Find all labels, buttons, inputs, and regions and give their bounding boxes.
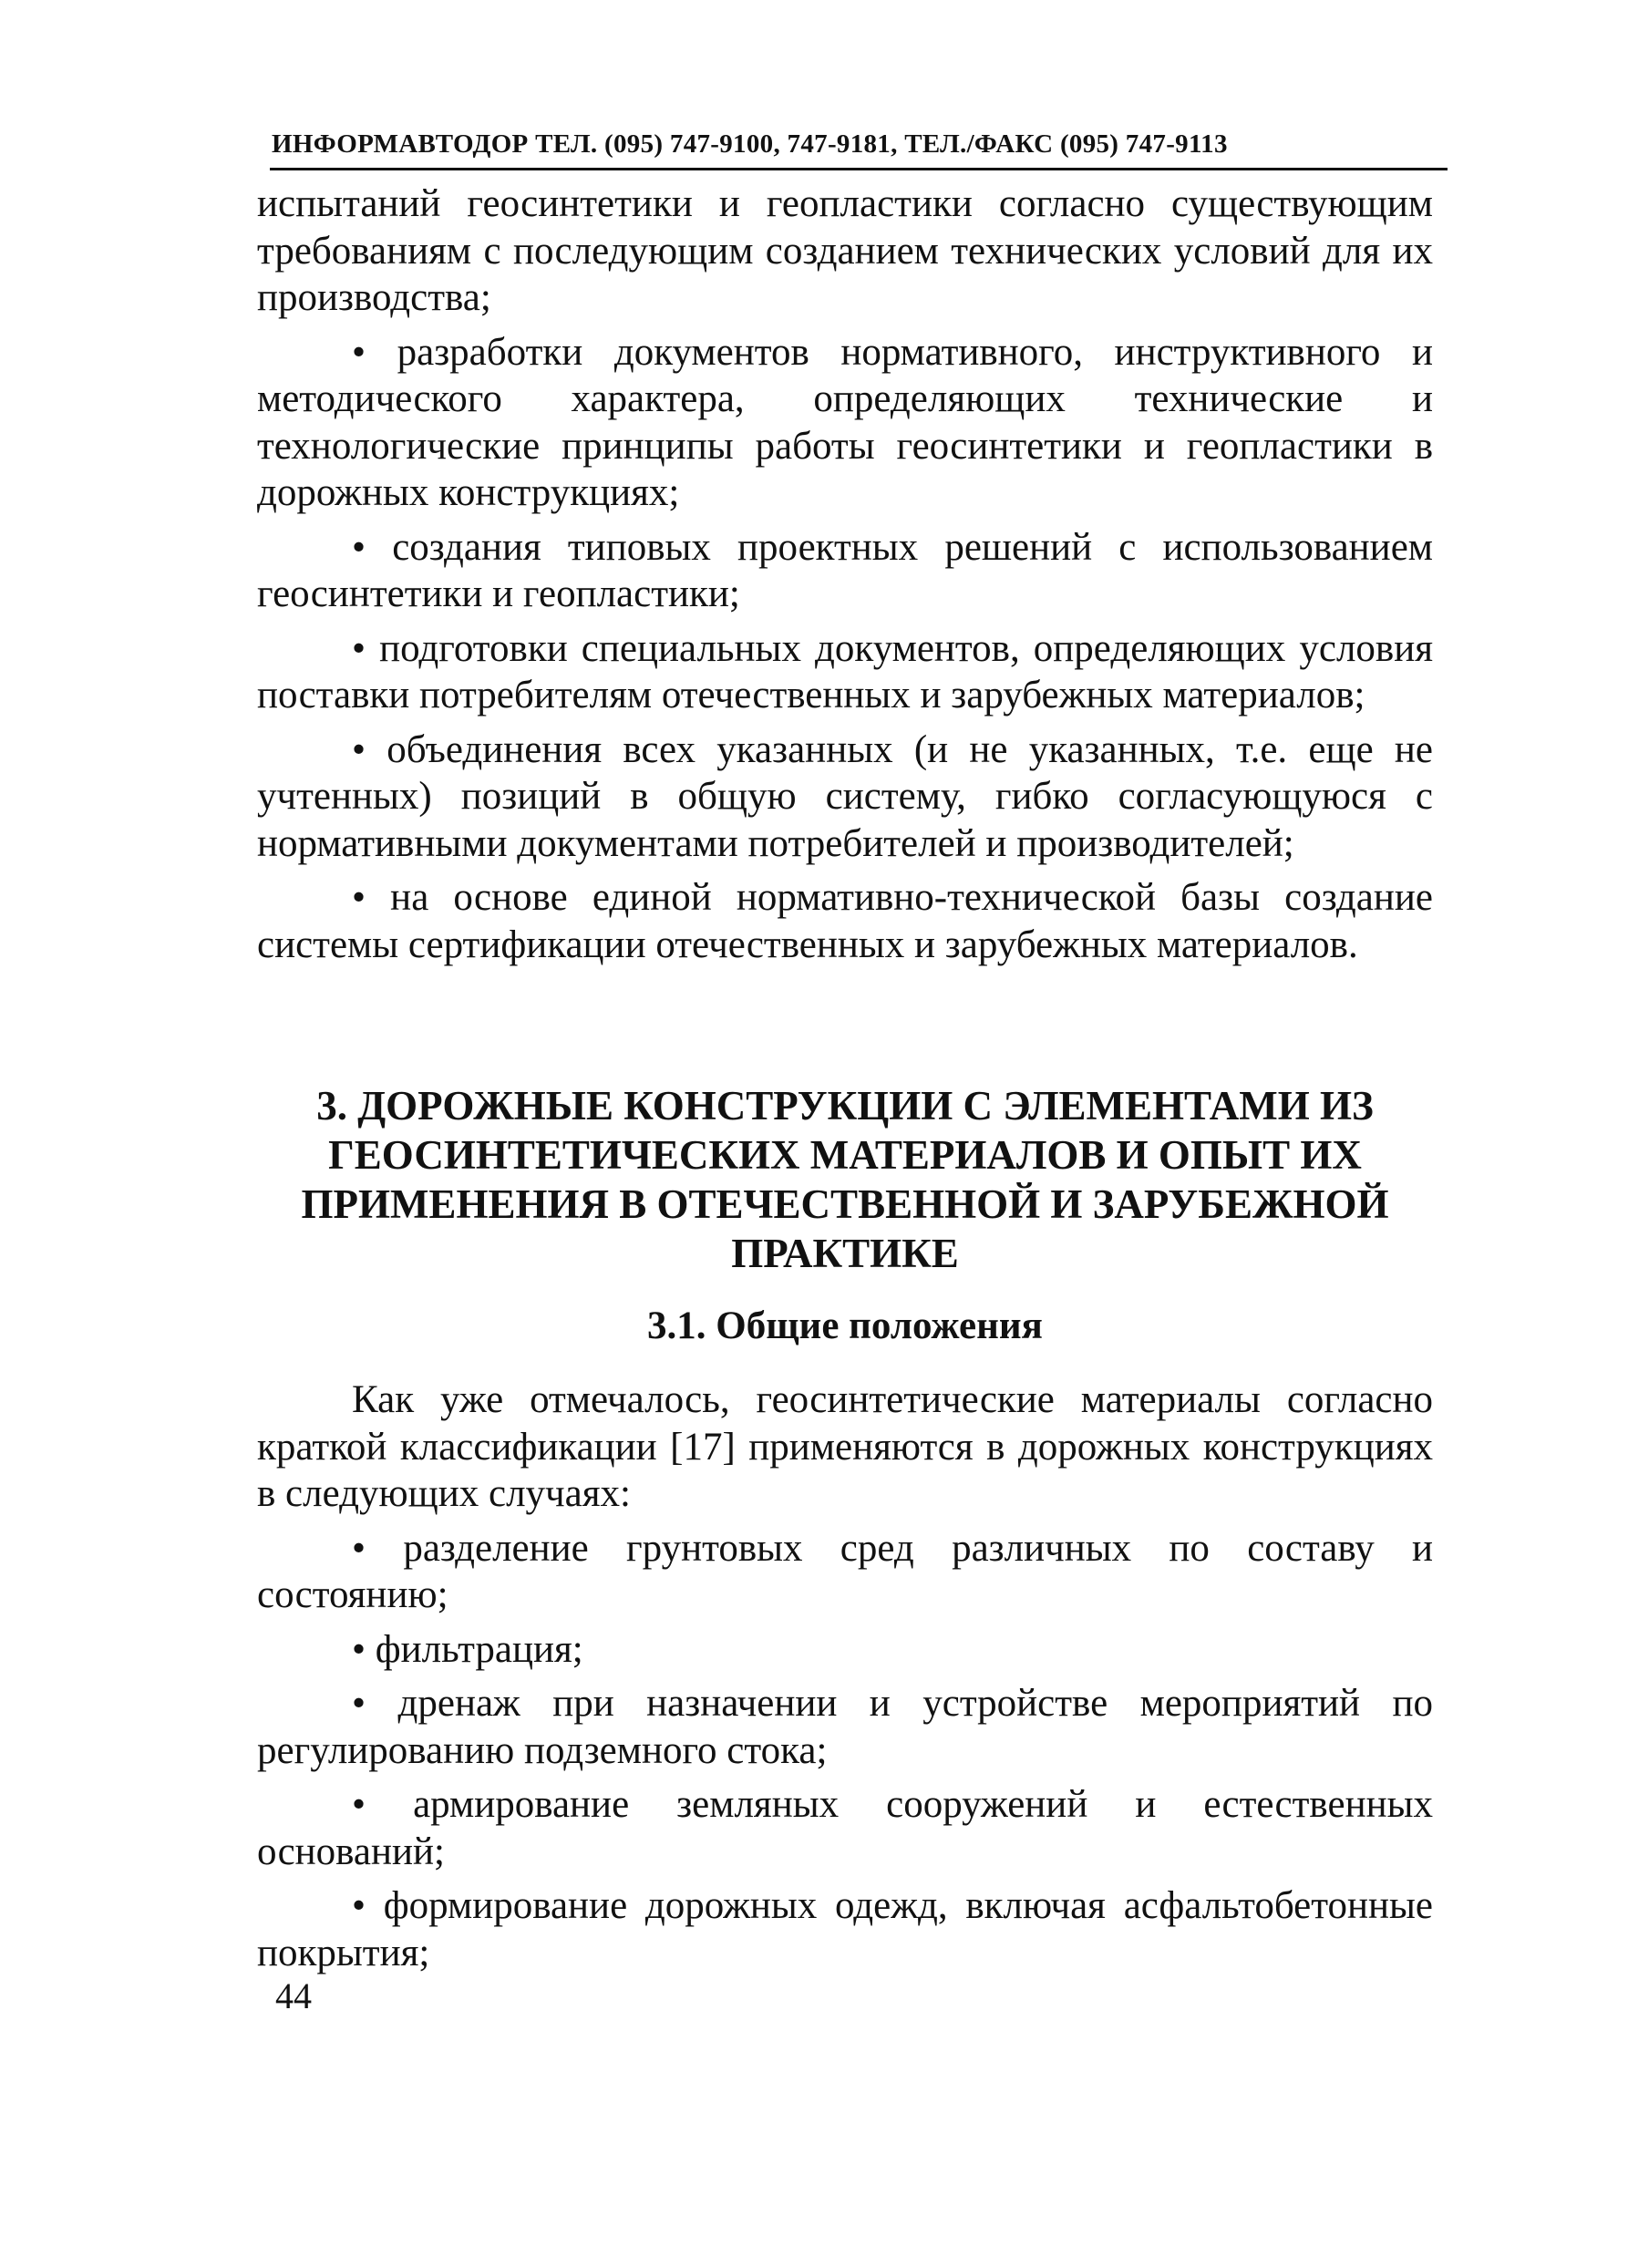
paragraph-continuation: испытаний геосинтетики и геопластики согласно существующим требованиям с последующим созданием технических условий для их производства; (257, 182, 1433, 319)
header-rule (270, 168, 1448, 170)
bullet-paragraph: • подготовки специальных документов, определяющих условия поставки потребителям отечественных и зарубежных материалов; (257, 626, 1433, 716)
bullet-paragraph: • создания типовых проектных решений с использованием геосинтетики и геопластики; (257, 525, 1433, 615)
bullet-paragraph: • формирование дорожных одежд, включая асфальтобетонные покрытия; (257, 1884, 1433, 1974)
body-text-bottom (257, 1376, 1433, 1984)
bullet-paragraph: • дренаж при назначении и устройстве мероприятий по регулированию подземного стока; (257, 1682, 1433, 1772)
section-title: 3. ДОРОЖНЫЕ КОНСТРУКЦИИ С ЭЛЕМЕНТАМИ ИЗ ГЕОСИНТЕТИЧЕСКИХ МАТЕРИАЛОВ И ОПЫТ ИХ ПРИМЕНЕНИЯ В ОТЕЧЕСТВЕННОЙ И ЗАРУБЕЖНОЙ ПРАКТИКЕ (301, 1083, 1389, 1276)
running-header: ИНФОРМАВТОДОР ТЕЛ. (095) 747-9100, 747-9181, ТЕЛ./ФАКС (095) 747-9113 (272, 129, 1228, 159)
subsection-title: 3.1. Общие положения (647, 1304, 1043, 1347)
bullet-paragraph: • разработки документов нормативного, инструктивного и методического характера, определяющих технические и технологические принципы работы геосинтетики и геопластики в дорожных конструкциях; (257, 330, 1433, 514)
bullet-paragraph: • разделение грунтовых сред различных по составу и состоянию; (257, 1526, 1433, 1616)
intro-paragraph: Как уже отмечалось, геосинтетические материалы согласно краткой классификации [17] применяются в дорожных конструкциях в следующих случаях: (257, 1378, 1433, 1515)
bullet-paragraph: • армирование земляных сооружений и естественных оснований; (257, 1783, 1433, 1873)
bullet-paragraph: • фильтрация; (352, 1627, 583, 1671)
bullet-paragraph: • на основе единой нормативно-технической базы создание системы сертификации отечественных и зарубежных материалов. (257, 876, 1433, 966)
body-text-top (257, 180, 1433, 975)
bullet-paragraph: • объединения всех указанных (и не указанных, т.е. еще не учтенных) позиций в общую систему, гибко согласующуюся с нормативными документами потребителей и производителей; (257, 727, 1433, 865)
page-number: 44 (275, 1975, 312, 2016)
